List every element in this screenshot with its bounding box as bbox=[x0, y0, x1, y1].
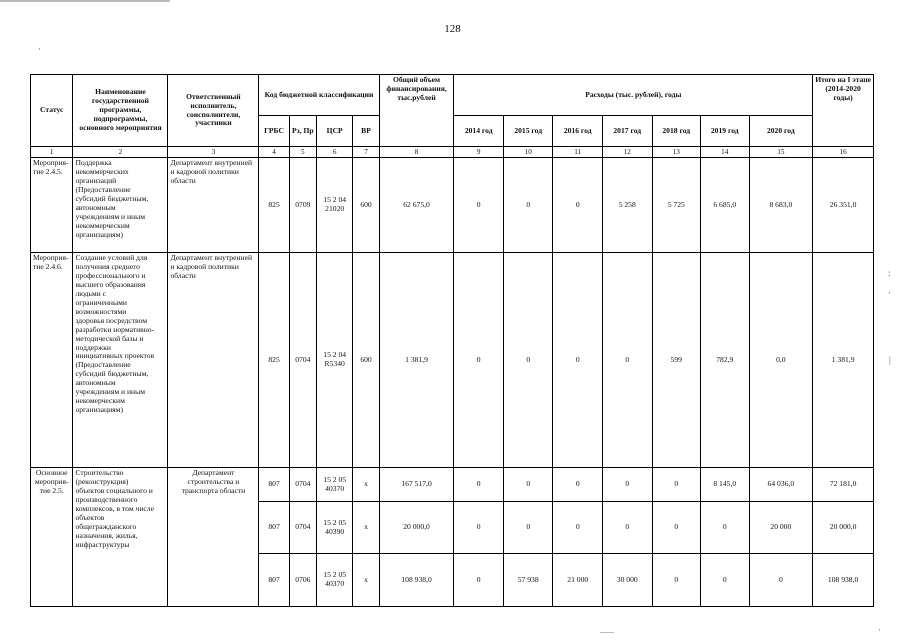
cell-grbs: 807 bbox=[259, 554, 289, 607]
column-number: 5 bbox=[289, 147, 316, 158]
column-number: 9 bbox=[454, 147, 504, 158]
row-program-name: Поддержка некоммерческих организаций (Предоставление субсидий бюджетным, автономным учреждениям и иным некоммерческим организациям) bbox=[75, 158, 149, 239]
cell-year-value: 0 bbox=[454, 468, 504, 502]
column-number: 4 bbox=[259, 147, 289, 158]
column-number: 7 bbox=[353, 147, 379, 158]
cell-year-value: 782,9 bbox=[701, 253, 750, 468]
header-csr: ЦСР bbox=[316, 116, 352, 147]
cell-year-value: 0 bbox=[652, 468, 701, 502]
scan-speck: : bbox=[888, 268, 891, 278]
cell-stage-total: 72 181,0 bbox=[813, 468, 874, 502]
row-status: Мероприя- тие 2.4.6. bbox=[33, 253, 69, 271]
top-scan-rule bbox=[0, 0, 170, 2]
cell-year-value: 0 bbox=[454, 554, 504, 607]
cell-year-value: 0 bbox=[652, 502, 701, 554]
cell-grbs: 807 bbox=[259, 468, 289, 502]
table-row bbox=[31, 158, 874, 253]
header-row-top bbox=[31, 75, 874, 116]
column-number-row bbox=[31, 147, 874, 158]
column-number: 2 bbox=[73, 147, 168, 158]
column-number: 10 bbox=[503, 147, 553, 158]
cell-stage-total: 1 381,9 bbox=[813, 253, 874, 468]
header-vr: ВР bbox=[353, 116, 379, 147]
cell-year-value: 0 bbox=[553, 502, 603, 554]
header-year: 2016 год bbox=[553, 116, 603, 147]
cell-year-value: 0 bbox=[602, 468, 652, 502]
scan-speck: · bbox=[878, 625, 881, 635]
cell-vr: 600 bbox=[353, 158, 379, 253]
scan-speck: · bbox=[888, 288, 891, 298]
cell-rz-pr: 0704 bbox=[289, 502, 316, 554]
row-responsible: Департамент строительства и транспорта области bbox=[181, 468, 246, 495]
cell-year-value: 20 000 bbox=[749, 502, 813, 554]
cell-year-value: 0 bbox=[503, 253, 553, 468]
header-year: 2018 год bbox=[652, 116, 701, 147]
column-number: 16 bbox=[813, 147, 874, 158]
cell-stage-total: 108 938,0 bbox=[813, 554, 874, 607]
cell-year-value: 0 bbox=[454, 502, 504, 554]
cell-total: 167 517,0 bbox=[379, 468, 454, 502]
header-status: Статус bbox=[31, 75, 73, 147]
cell-year-value: 0 bbox=[602, 253, 652, 468]
header-rz-pr: Рз, Пр bbox=[289, 116, 316, 147]
cell-year-value: 30 000 bbox=[602, 554, 652, 607]
row-responsible: Департамент внутренней и кадровой политики области bbox=[170, 253, 253, 280]
cell-csr: 15 2 04 21020 bbox=[323, 195, 347, 213]
header-stage-total: Итого на I этапе (2014-2020 годы) bbox=[813, 75, 874, 147]
cell-year-value: 0 bbox=[503, 158, 553, 253]
cell-year-value: 64 036,0 bbox=[749, 468, 813, 502]
cell-total: 20 000,0 bbox=[379, 502, 454, 554]
cell-stage-total: 20 000,0 bbox=[813, 502, 874, 554]
row-responsible: Департамент внутренней и кадровой политики области bbox=[170, 158, 253, 185]
cell-year-value: 0 bbox=[602, 502, 652, 554]
cell-vr: х bbox=[353, 502, 379, 554]
cell-grbs: 825 bbox=[259, 158, 289, 253]
cell-total: 108 938,0 bbox=[379, 554, 454, 607]
cell-year-value: 8 683,0 bbox=[749, 158, 813, 253]
header-program-name: Наименование государственной программы, подпрограммы, основного мероприятия bbox=[73, 75, 168, 147]
cell-vr: х bbox=[353, 554, 379, 607]
row-program-name: Строительство (реконструкция) объектов социального и производственного комплексов, в том числе объектов общегражданского назначения, жилья, инфраструктуры bbox=[75, 468, 154, 549]
cell-stage-total: 26 351,0 bbox=[813, 158, 874, 253]
header-year: 2015 год bbox=[503, 116, 553, 147]
column-number: 14 bbox=[701, 147, 750, 158]
cell-year-value: 8 145,0 bbox=[701, 468, 750, 502]
cell-csr: 15 2 05 40370 bbox=[323, 570, 347, 588]
cell-grbs: 825 bbox=[259, 253, 289, 468]
header-budget-code: Код бюджетной классификации bbox=[259, 75, 379, 116]
cell-year-value: 0 bbox=[553, 468, 603, 502]
cell-year-value: 57 938 bbox=[503, 554, 553, 607]
cell-year-value: 5 258 bbox=[602, 158, 652, 253]
cell-total: 62 675,0 bbox=[379, 158, 454, 253]
cell-year-value: 0 bbox=[749, 554, 813, 607]
scan-scratch bbox=[600, 632, 614, 633]
column-number: 6 bbox=[316, 147, 352, 158]
cell-csr: 15 2 05 40370 bbox=[323, 474, 347, 493]
cell-year-value: 5 725 bbox=[652, 158, 701, 253]
scan-speck: · bbox=[38, 44, 41, 54]
cell-year-value: 21 000 bbox=[553, 554, 603, 607]
cell-year-value: 0 bbox=[454, 253, 504, 468]
header-responsible: Ответственный исполнитель, соисполнители, участники bbox=[168, 75, 259, 147]
column-number: 1 bbox=[31, 147, 73, 158]
cell-csr: 15 2 04 R5340 bbox=[323, 350, 347, 368]
cell-year-value: 0 bbox=[701, 554, 750, 607]
row-status: Мероприя- тие 2.4.5. bbox=[33, 158, 69, 176]
cell-year-value: 599 bbox=[652, 253, 701, 468]
budget-table bbox=[30, 74, 874, 607]
scan-speck: | bbox=[889, 355, 891, 365]
cell-year-value: 0 bbox=[503, 502, 553, 554]
header-total-funding: Общий объем финансирования, тыс.рублей bbox=[379, 75, 454, 147]
column-number: 3 bbox=[168, 147, 259, 158]
cell-rz-pr: 0706 bbox=[289, 554, 316, 607]
cell-rz-pr: 0709 bbox=[289, 158, 316, 253]
header-year: 2017 год bbox=[602, 116, 652, 147]
header-year: 2014 год bbox=[454, 116, 504, 147]
column-number: 15 bbox=[749, 147, 813, 158]
cell-year-value: 6 685,0 bbox=[701, 158, 750, 253]
cell-vr: 600 bbox=[353, 253, 379, 468]
row-program-name: Создание условий для получения среднего профессионального и высшего образования людьми с ограниченными возможностями здоровья посредством разработки нормативно- методической базы и поддержки инициативных проектов (Предоставление субсидий бюджетным, автономным учреждениям и иным некомерческим организациям) bbox=[75, 253, 155, 415]
header-year: 2020 год bbox=[749, 116, 813, 147]
header-year: 2019 год bbox=[701, 116, 750, 147]
cell-year-value: 0 bbox=[701, 502, 750, 554]
cell-total: 1 381,9 bbox=[379, 253, 454, 468]
cell-year-value: 0 bbox=[503, 468, 553, 502]
cell-year-value: 0 bbox=[553, 253, 603, 468]
cell-rz-pr: 0704 bbox=[289, 253, 316, 468]
column-number: 12 bbox=[602, 147, 652, 158]
row-status: Основное мероприя- тие 2.5. bbox=[34, 468, 69, 495]
cell-rz-pr: 0704 bbox=[289, 468, 316, 502]
cell-csr: 15 2 05 40390 bbox=[323, 517, 347, 536]
header-grbs: ГРБС bbox=[259, 116, 289, 147]
column-number: 8 bbox=[379, 147, 454, 158]
cell-year-value: 0 bbox=[553, 158, 603, 253]
column-number: 13 bbox=[652, 147, 701, 158]
table-row bbox=[31, 253, 874, 468]
table-row bbox=[31, 468, 874, 502]
column-number: 11 bbox=[553, 147, 603, 158]
cell-year-value: 0 bbox=[454, 158, 504, 253]
cell-year-value: 0 bbox=[652, 554, 701, 607]
header-expenses: Расходы (тыс. рублей), годы bbox=[454, 75, 813, 116]
page-number: 128 bbox=[444, 23, 461, 35]
cell-year-value: 0,0 bbox=[749, 253, 813, 468]
cell-vr: х bbox=[353, 468, 379, 502]
cell-grbs: 807 bbox=[259, 502, 289, 554]
